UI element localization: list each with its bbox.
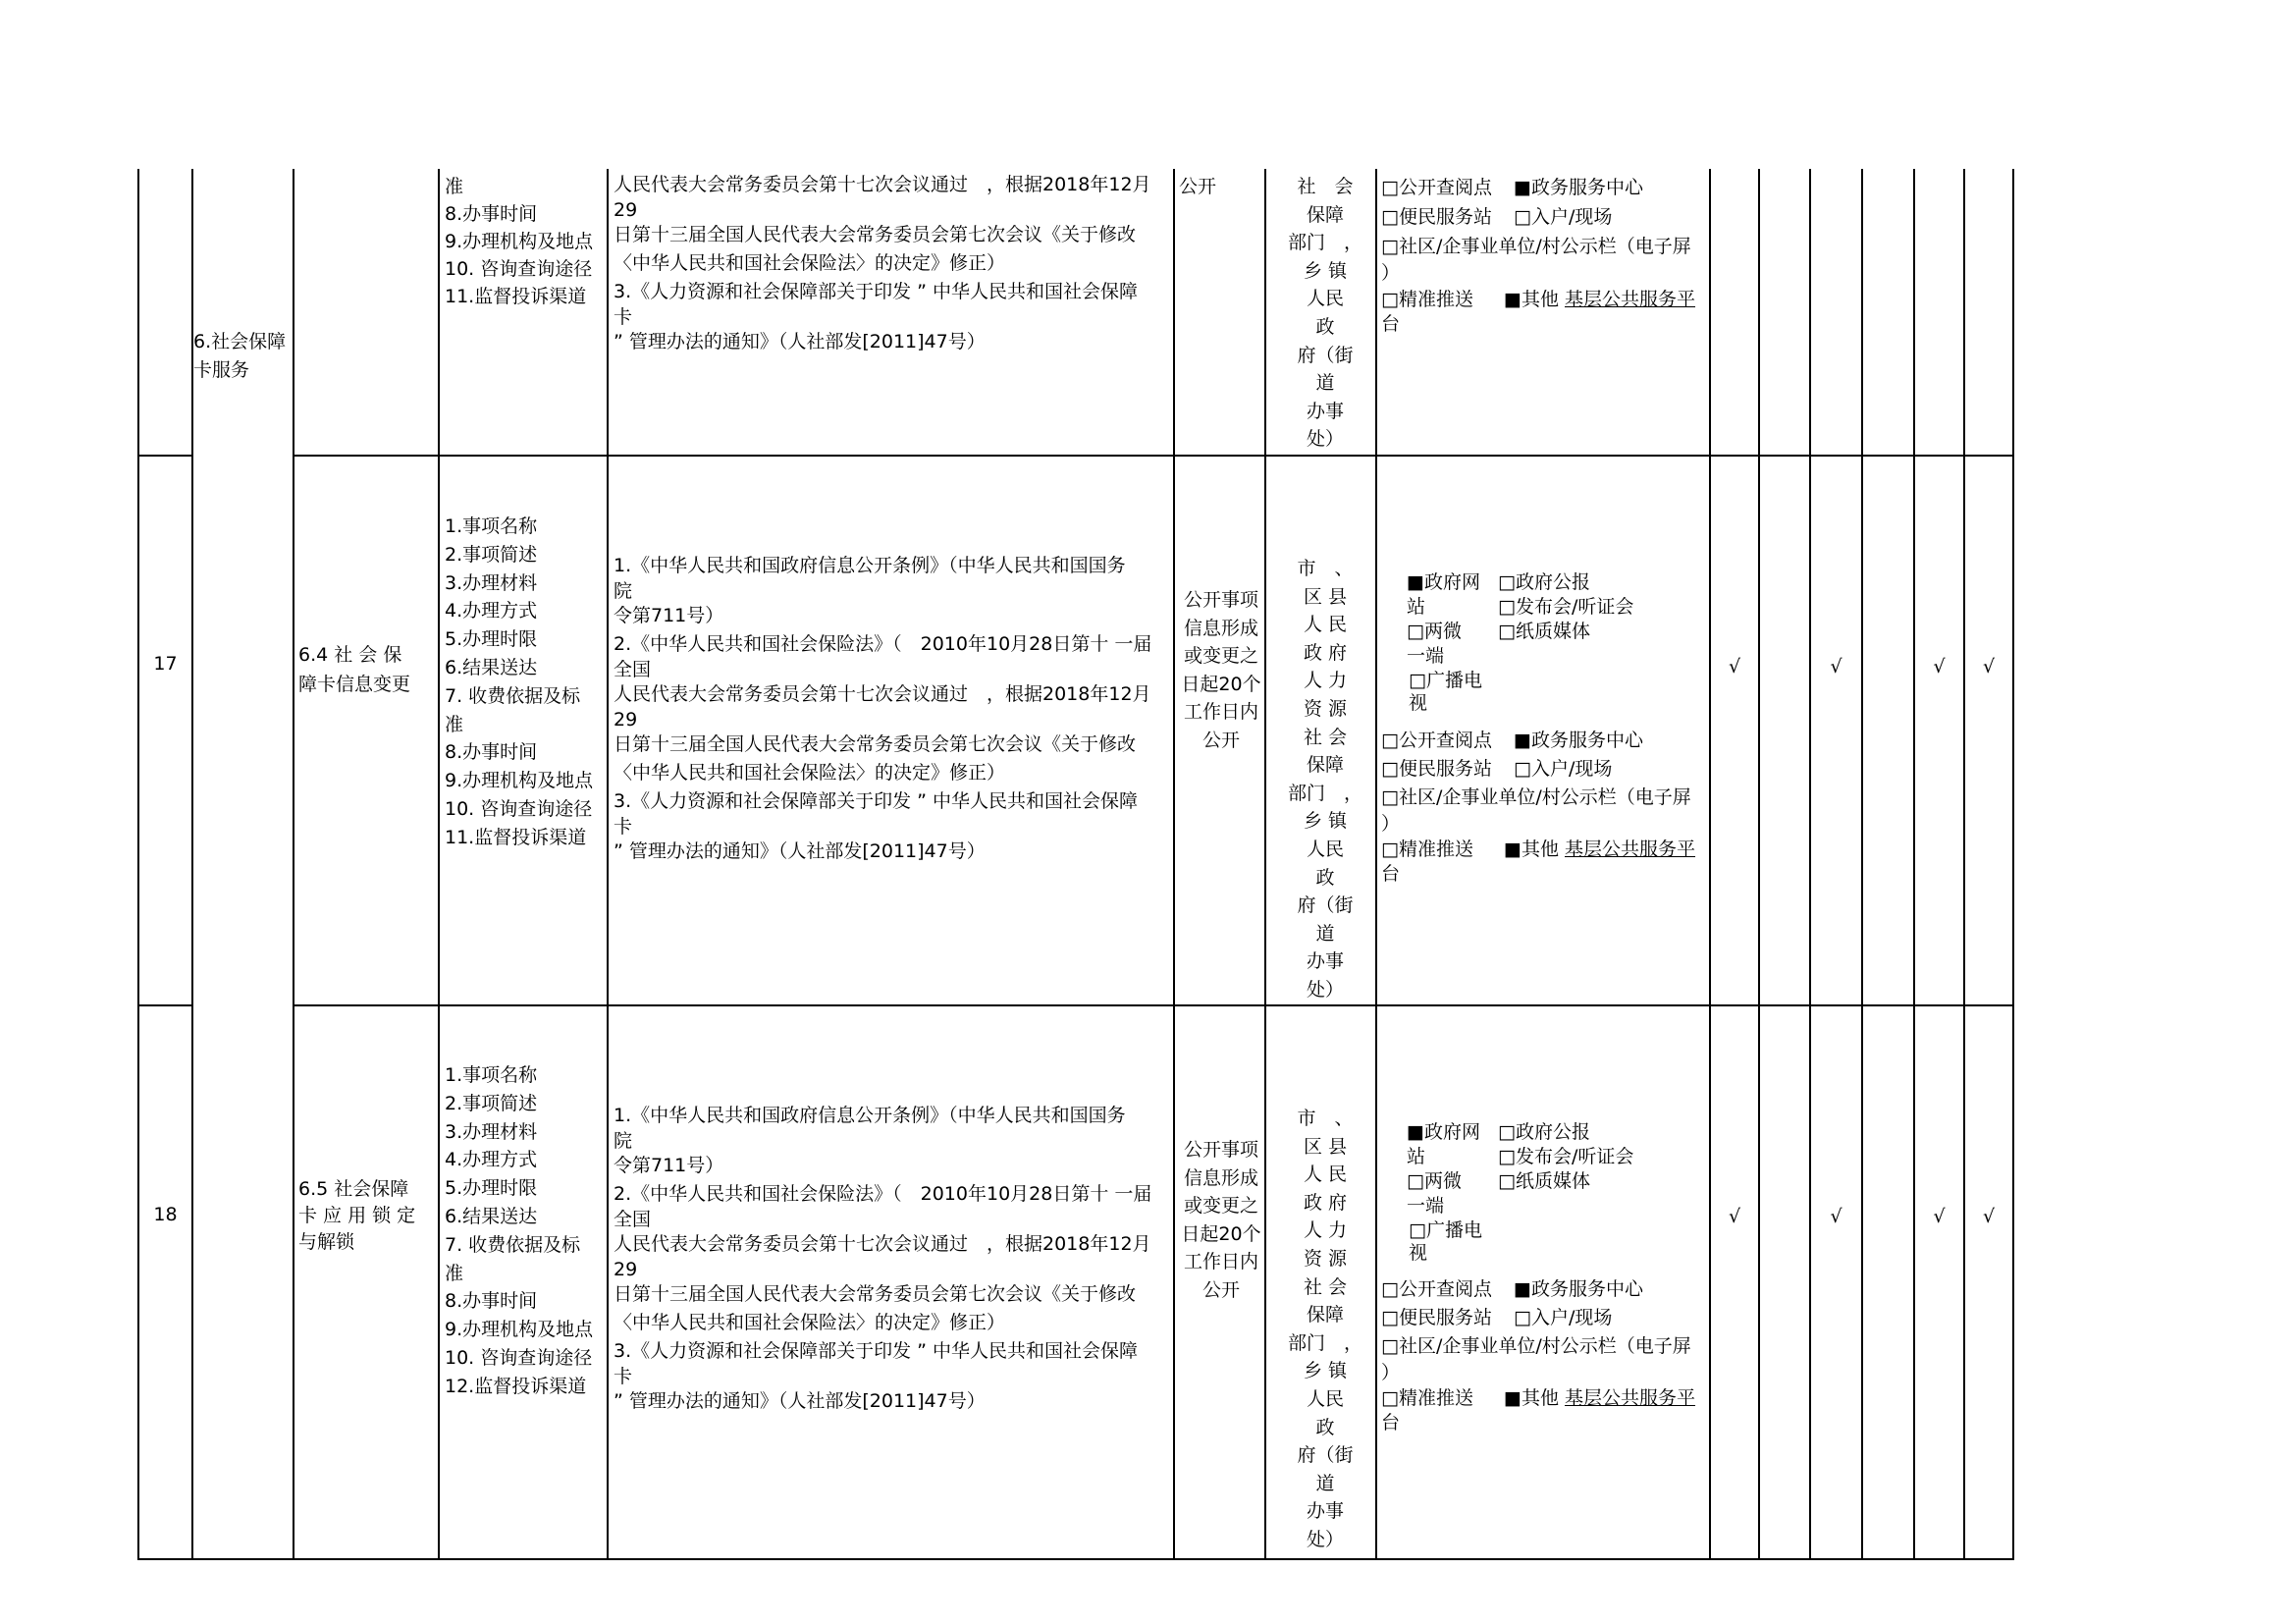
check-mark: √ [1728, 1206, 1741, 1227]
item-name: 6.4 社 会 保 障卡信息变更 [298, 644, 411, 695]
row-number: 18 [153, 1204, 178, 1225]
disclosure-items: 1.事项名称 2.事项简述 3.办理材料 4.办理方式 5.办理时限 6.结果送达 7. 收费依据及标 准 8.办事时间 9.办理机构及地点 10. 咨询查询途径 11.监督投诉渠道 [445, 515, 594, 848]
check-mark: √ [1982, 656, 1996, 677]
check-mark: √ [1933, 656, 1946, 677]
disclosure-channels-online: ■政府网 站 □政府公报 □发布会/听证会 □两微 一端 □纸质媒体 □广播电 视 [1407, 571, 1634, 714]
top-row-channels: □公开查阅点 ■政务服务中心 □便民服务站 □入户/现场 □社区/企事业单位/村公示栏（电子屏 ） □精准推送 ■其他 基层公共服务平 台 [1381, 177, 1696, 335]
top-row-subject: 社 会 保障 部门 ， 乡 镇 人民 政 府（街 道 办事 处） [1287, 176, 1362, 451]
category-label: 6.社会保障 卡服务 [193, 331, 287, 381]
disclosure-channels-offline: □公开查阅点 ■政务服务中心 □便民服务站 □入户/现场 □社区/企事业单位/村公示栏（电子屏 ） □精准推送 ■其他 基层公共服务平 台 [1381, 1278, 1696, 1434]
disclosure-channels-online: ■政府网 站 □政府公报 □发布会/听证会 □两微 一端 □纸质媒体 □广播电 视 [1407, 1121, 1634, 1264]
item-name: 6.5 社会保障 卡 应 用 锁 定 与解锁 [298, 1178, 416, 1253]
top-row-items: 准 8.办事时间 9.办理机构及地点 10. 咨询查询途径 11.监督投诉渠道 [445, 176, 594, 307]
disclosure-time-limit: 公开事项 信息形成 或变更之 日起20个 工作日内 公开 [1181, 589, 1261, 751]
check-mark: √ [1982, 1206, 1996, 1227]
top-row-time: 公开 [1179, 176, 1217, 197]
disclosure-subject: 市 、 区 县 人 民 政 府 人 力 资 源 社 会 保障 部门 ， 乡 镇 人民 政 府（街 道 办事 处） [1287, 558, 1362, 1001]
disclosure-channels-offline: □公开查阅点 ■政务服务中心 □便民服务站 □入户/现场 □社区/企事业单位/村公示栏（电子屏 ） □精准推送 ■其他 基层公共服务平 台 [1381, 730, 1696, 885]
check-mark: √ [1830, 656, 1842, 677]
check-mark: √ [1830, 1206, 1842, 1227]
disclosure-items: 1.事项名称 2.事项简述 3.办理材料 4.办理方式 5.办理时限 6.结果送达 7. 收费依据及标 准 8.办事时间 9.办理机构及地点 10. 咨询查询途径 12.监督投诉渠道 [445, 1064, 594, 1397]
disclosure-time-limit: 公开事项 信息形成 或变更之 日起20个 工作日内 公开 [1181, 1139, 1261, 1301]
top-row-basis: 人民代表大会常务委员会第十七次会议通过 ，根据2018年12月 29 日第十三届全国人民代表大会常务委员会第七次会议《关于修改 〈中华人民共和国社会保险法〉的决定》修正） 3.《人力资源和社会保障部关于印发 ” 中华人民共和国社会保障 卡 ” 管理办法的通知》（人社部发[2011]47号） [614, 174, 1151, 352]
disclosure-basis: 1.《中华人民共和国政府信息公开条例》（中华人民共和国国务 院 令第711号） 2.《中华人民共和国社会保险法》（ 2010年10月28日第十 一届 全国 人民代表大会常务委员会第十七次会议通过 ，根据2018年12月 29 日第十三届全国人民代表大会常务委员会第七次会议《关于修改 〈中华人民共和国社会保险法〉的决定》修正） 3.《人力资源和社会保障部关于印发 ” 中华人民共和国社会保障 卡 ” 管理办法的通知》（人社部发[2011]47号） [614, 1105, 1152, 1412]
row-number: 17 [153, 653, 178, 675]
disclosure-basis: 1.《中华人民共和国政府信息公开条例》（中华人民共和国国务 院 令第711号） 2.《中华人民共和国社会保险法》（ 2010年10月28日第十 一届 全国 人民代表大会常务委员会第十七次会议通过 ，根据2018年12月 29 日第十三届全国人民代表大会常务委员会第七次会议《关于修改 〈中华人民共和国社会保险法〉的决定》修正） 3.《人力资源和社会保障部关于印发 ” 中华人民共和国社会保障 卡 ” 管理办法的通知》（人社部发[2011]47号） [614, 555, 1152, 862]
check-mark: √ [1933, 1206, 1946, 1227]
disclosure-subject: 市 、 区 县 人 民 政 府 人 力 资 源 社 会 保障 部门 ， 乡 镇 人民 政 府（街 道 办事 处） [1287, 1108, 1362, 1550]
check-mark: √ [1728, 656, 1741, 677]
